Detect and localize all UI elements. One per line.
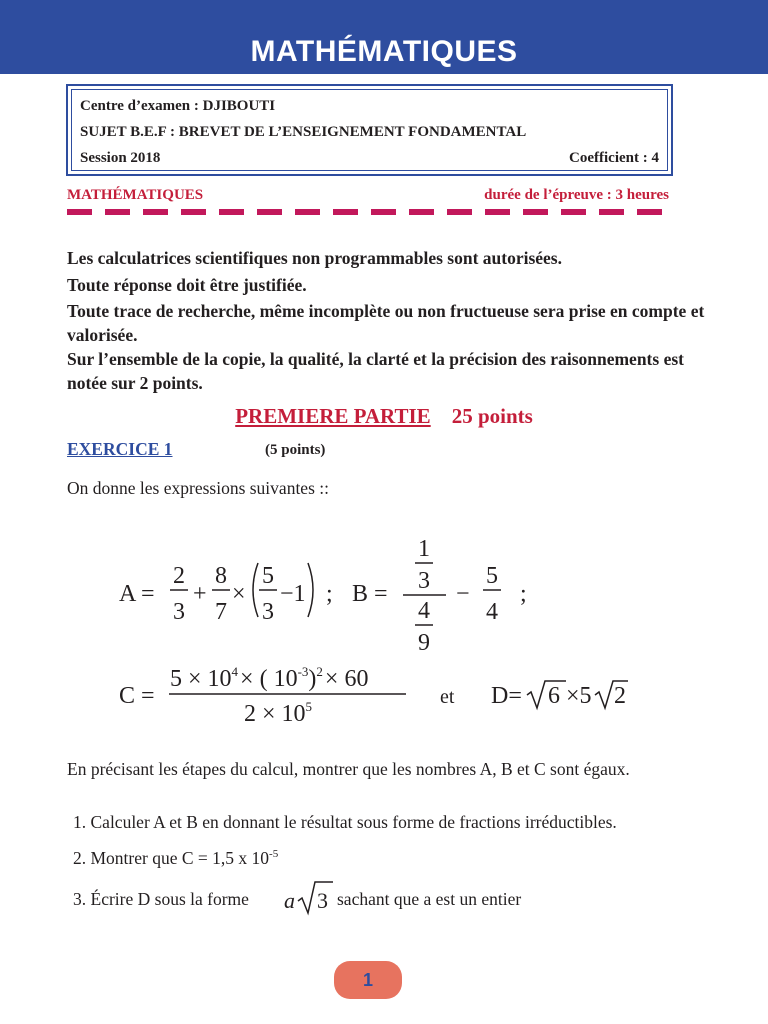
q3-radicand: 3 <box>317 888 328 913</box>
expr-a-plus: + <box>193 581 207 607</box>
expr-a-frac3-num: 5 <box>262 563 274 589</box>
expr-d-rad1: 6 <box>548 683 560 709</box>
expr-d-rad2: 2 <box>614 683 626 709</box>
page-title: MATHÉMATIQUES <box>250 35 518 68</box>
exercise-title: EXERCICE 1 <box>67 439 173 459</box>
question-3-prefix: 3. Écrire D sous la forme <box>73 889 249 909</box>
instruction-2: Toute réponse doit être justifiée. <box>67 275 307 295</box>
instruction-4: Sur l’ensemble de la copie, la qualité, la clarté et la précision des raisonnements est notée sur 2 points. <box>67 349 684 393</box>
exam-centre: Centre d’examen : DJIBOUTI <box>80 98 276 114</box>
question-1: 1. Calculer A et B en donnant le résultat sous forme de fractions irréductibles. <box>73 812 617 832</box>
expr-c-denominator: $2 \times 10^5$ <box>244 699 313 727</box>
duration-label: durée de l’épreuve : 3 heures <box>484 187 669 203</box>
expr-b-top-num: 1 <box>418 536 430 562</box>
expr-b-bot-num: 4 <box>418 598 430 624</box>
expr-d-mid: ×5 <box>566 683 592 709</box>
exercise-intro: On donne les expressions suivantes :: <box>67 478 329 498</box>
expr-b-frac-den: 4 <box>486 599 498 625</box>
instruction-3: Toute trace de recherche, même incomplète ou non fructueuse sera prise en compte et valorisée. <box>67 301 705 345</box>
expr-b-minus: − <box>456 581 470 607</box>
instruction-1: Les calculatrices scientifiques non programmables sont autorisées. <box>67 248 562 268</box>
exam-subject: SUJET B.E.F : BREVET DE L’ENSEIGNEMENT FONDAMENTAL <box>80 124 527 140</box>
expr-b-lhs: B = <box>352 581 388 607</box>
part-name: PREMIERE PARTIE <box>235 404 431 428</box>
left-paren-shape <box>253 563 258 617</box>
subject-label: MATHÉMATIQUES <box>67 187 204 203</box>
expr-a-frac1-den: 3 <box>173 599 185 625</box>
expr-a-times: × <box>232 581 246 607</box>
expr-a-frac1-num: 2 <box>173 563 185 589</box>
expr-connector: et <box>440 686 455 708</box>
question-2: 2. Montrer que C = 1,5 x $10^{-5}$ <box>73 847 279 868</box>
page-number-badge: 1 <box>334 961 402 999</box>
expr-d-lhs: D= <box>491 683 522 709</box>
expr-c-numerator: $5 \times 10^4\times$ ( $10^{-3})^2\times 60$ <box>170 664 369 692</box>
expression-b <box>352 536 527 656</box>
exercise-statement: En précisant les étapes du calcul, montrer que les nombres A, B et C sont égaux. <box>67 759 630 779</box>
expr-a-frac2-den: 7 <box>215 599 227 625</box>
expr-b-top-den: 3 <box>418 568 430 594</box>
expr-b-frac-num: 5 <box>486 563 498 589</box>
radical-sign-icon <box>527 681 566 708</box>
expr-a-separator: ; <box>326 581 333 607</box>
exam-session: Session 2018 <box>80 150 161 166</box>
expression-c <box>119 664 455 727</box>
q3-variable: a <box>284 888 295 913</box>
expr-a-frac3-den: 3 <box>262 599 274 625</box>
expr-b-separator: ; <box>520 581 527 607</box>
expr-a-frac2-num: 8 <box>215 563 227 589</box>
part-points: 25 points <box>451 404 533 428</box>
question-3-suffix: sachant que a est un entier <box>337 889 522 909</box>
expr-c-lhs: C = <box>119 683 155 709</box>
expr-b-bot-den: 9 <box>418 630 430 656</box>
expr-a-minus-one: −1 <box>280 581 306 607</box>
exam-coefficient: Coefficient : 4 <box>569 150 659 166</box>
question-math <box>284 882 333 913</box>
expr-a-lhs: A = <box>119 581 155 607</box>
exercise-points: (5 points) <box>265 442 326 458</box>
right-paren-shape <box>308 563 313 617</box>
expression-d <box>491 681 628 709</box>
expression-a <box>119 563 333 625</box>
